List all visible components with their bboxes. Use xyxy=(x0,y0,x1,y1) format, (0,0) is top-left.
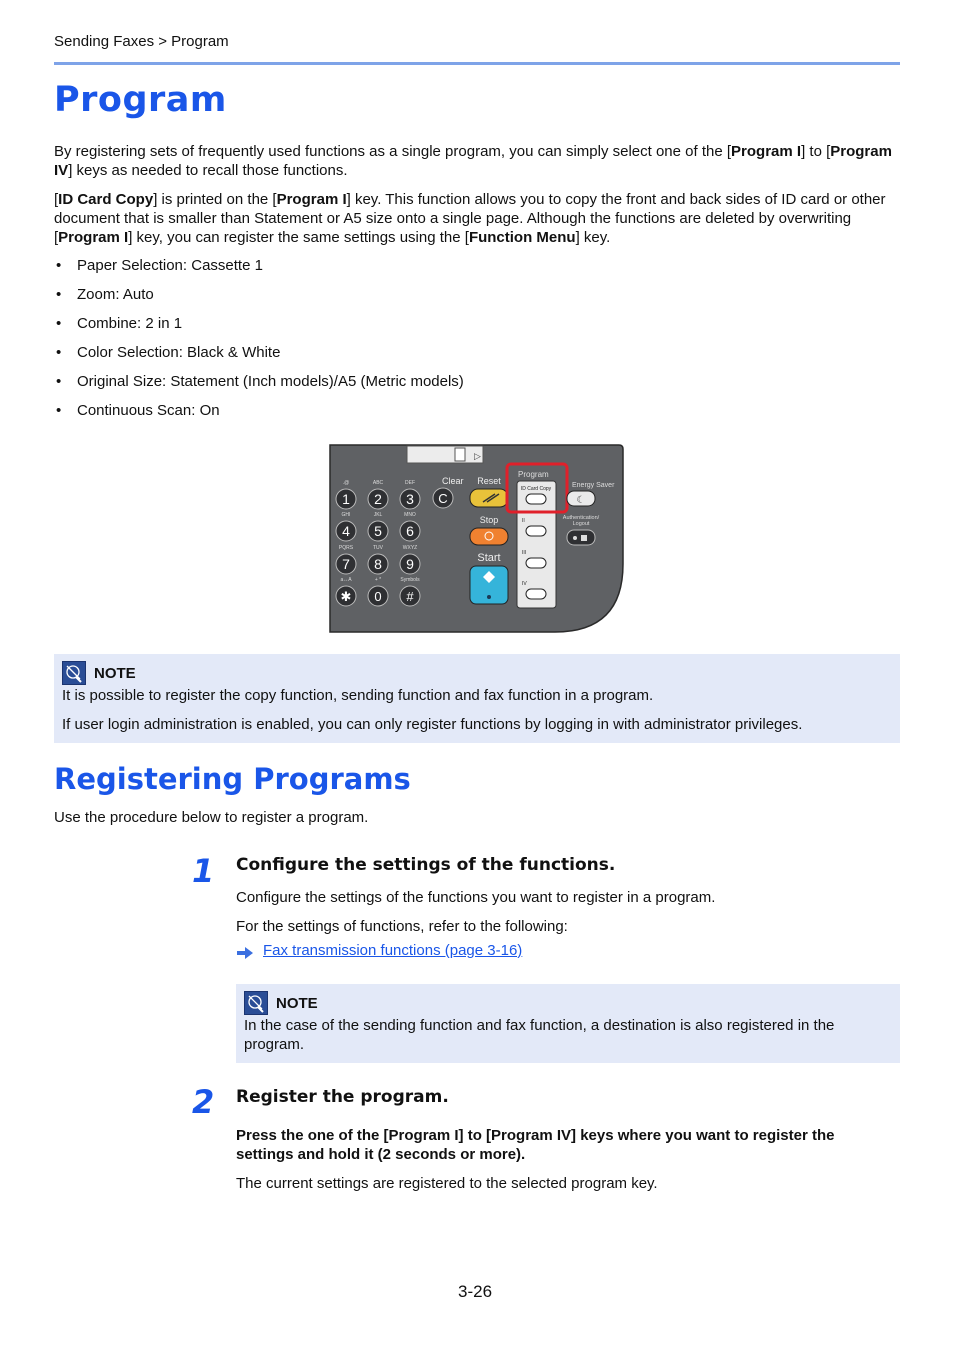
key-letters: TUV xyxy=(373,545,383,551)
key-letters: Symbols xyxy=(400,577,420,583)
note-icon xyxy=(62,661,86,685)
step-number-2: 2 xyxy=(192,1083,215,1121)
id-card-copy-label: ID Card Copy xyxy=(520,486,552,492)
key-letters: DEF xyxy=(405,480,415,486)
key-letters: JKL xyxy=(373,512,383,518)
digit-label: 4 xyxy=(342,523,350,539)
digit-label: 7 xyxy=(342,556,350,572)
program-key-III[interactable] xyxy=(526,558,546,568)
digit-label: 5 xyxy=(374,523,382,539)
auth-label-line1: Authentication/ xyxy=(562,515,600,521)
intro-paragraph-2: [ID Card Copy] is printed on the [Program I] key. This function allows you to copy the front and back sides of ID card or other document that is smaller than Statement or A5 size onto a single page. Although the functions are deleted by overwriting [Program I] key, you can register the same settings using the [Function Menu] key. xyxy=(54,191,886,246)
program-key-numeral: II xyxy=(522,518,525,524)
stop-label: Stop xyxy=(479,515,499,525)
digit-label: 6 xyxy=(406,523,414,539)
list-item: • Continuous Scan: On xyxy=(54,401,464,430)
key-letters: .@ xyxy=(342,480,350,486)
step-number-1: 1 xyxy=(192,852,215,890)
program-key-numeral: IV xyxy=(522,581,527,587)
operation-panel-illustration xyxy=(329,444,625,634)
breadcrumb: Sending Faxes > Program xyxy=(54,33,229,50)
arrow-right-icon xyxy=(236,946,254,960)
section-title: Registering Programs xyxy=(54,762,411,796)
list-item: • Paper Selection: Cassette 1 xyxy=(54,256,464,285)
intro-paragraph-1: By registering sets of frequently used functions as a single program, you can simply select one of the [Program I] to [Program IV] keys as needed to recall those functions. xyxy=(54,143,892,179)
fax-transmission-link[interactable]: Fax transmission functions (page 3-16) xyxy=(263,942,523,959)
section-intro: Use the procedure below to register a program. xyxy=(54,809,369,826)
stop-key[interactable] xyxy=(470,528,508,545)
step1-text-1: Configure the settings of the functions you want to register in a program. xyxy=(236,889,716,906)
start-label: Start xyxy=(477,552,501,564)
note-text-1: It is possible to register the copy function, sending function and fax function in a program. xyxy=(62,687,654,704)
note-text-2: If user login administration is enabled, you can only register functions by logging in with administrator privileges. xyxy=(62,716,803,733)
keypad-key-label: # xyxy=(406,589,414,604)
header-rule xyxy=(54,62,900,65)
settings-list xyxy=(54,256,464,430)
digit-label: 9 xyxy=(406,556,414,572)
step-title-2: Register the program. xyxy=(236,1087,449,1107)
key-letters: + * xyxy=(374,577,382,583)
step1-text-2: For the settings of functions, refer to the following: xyxy=(236,918,568,935)
page-number: 3-26 xyxy=(458,1282,493,1301)
note-icon xyxy=(244,991,268,1015)
digit-label: 1 xyxy=(342,491,350,507)
step2-instruction: Press the one of the [Program I] to [Program IV] keys where you want to register the settings and hold it (2 seconds or more). xyxy=(236,1127,835,1163)
key-letters: PQRS xyxy=(338,545,354,551)
step2-result: The current settings are registered to the selected program key. xyxy=(236,1175,658,1192)
page-title: Program xyxy=(54,80,227,120)
keypad-key-label: 0 xyxy=(374,589,382,604)
note-box-1 xyxy=(54,654,900,743)
list-item: • Color Selection: Black & White xyxy=(54,343,464,372)
note-box-2 xyxy=(236,984,900,1063)
key-letters: MNO xyxy=(404,512,416,518)
program-label: Program xyxy=(518,470,549,479)
program-key-numeral: III xyxy=(522,550,527,556)
list-item: • Zoom: Auto xyxy=(54,285,464,314)
program-key-II[interactable] xyxy=(526,526,546,536)
keypad-key-label: ✱ xyxy=(340,589,352,604)
key-letters: ABC xyxy=(372,480,384,486)
digit-label: 8 xyxy=(374,556,382,572)
svg-text:C: C xyxy=(438,491,448,506)
list-item: • Original Size: Statement (Inch models)/A5 (Metric models) xyxy=(54,372,464,401)
note-label: NOTE xyxy=(276,994,318,1012)
program-keys xyxy=(517,481,556,608)
program-key-I[interactable] xyxy=(526,494,546,504)
step-title-1: Configure the settings of the functions. xyxy=(236,855,616,875)
clear-label: Clear xyxy=(442,476,464,486)
list-item: • Combine: 2 in 1 xyxy=(54,314,464,343)
auth-label-line2: Logout xyxy=(572,521,590,527)
key-letters: a↔A xyxy=(340,577,352,583)
digit-label: 2 xyxy=(374,491,382,507)
svg-text:☾: ☾ xyxy=(576,495,586,506)
digit-label: 3 xyxy=(406,491,414,507)
svg-text:▷: ▷ xyxy=(474,451,481,461)
energy-saver-label: Energy Saver xyxy=(572,482,615,489)
note-label: NOTE xyxy=(94,664,136,682)
reset-label: Reset xyxy=(477,476,501,486)
program-key-IV[interactable] xyxy=(526,589,546,599)
note-text: In the case of the sending function and fax function, a destination is also registered in the program. xyxy=(244,1017,835,1053)
key-letters: WXYZ xyxy=(402,545,418,551)
key-letters: GHI xyxy=(341,512,351,518)
